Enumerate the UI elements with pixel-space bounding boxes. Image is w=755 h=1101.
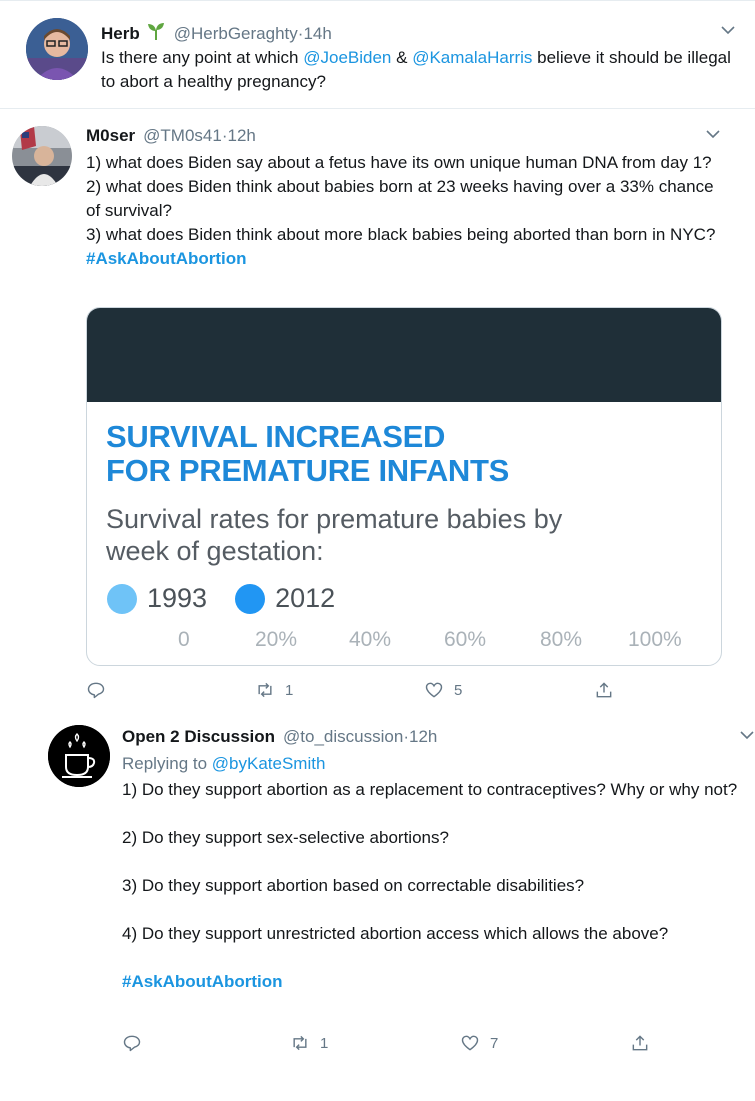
chevron-down-icon[interactable] [705,126,721,147]
like-icon [424,680,444,700]
sprout-icon [146,21,166,46]
reply-icon [122,1033,142,1053]
author-handle[interactable]: @TM0s41 [143,126,222,145]
like-icon [460,1033,480,1053]
retweet-button[interactable] [290,1033,328,1053]
tweet-text-part: Is there any point at which [101,48,304,67]
axis-tick: 100% [628,628,682,651]
chevron-down-icon[interactable] [720,22,736,43]
author-handle[interactable]: @HerbGeraghty [173,23,298,43]
legend-label: 1993 [147,583,208,613]
image-subtitle-line: Survival rates for premature babies by [106,504,563,534]
axis-tick: 80% [540,628,583,651]
retweet-icon [290,1033,310,1053]
replying-prefix: Replying to [122,754,212,773]
retweet-count: 1 [320,1034,329,1052]
axis-tick: 60% [444,628,487,651]
image-title-line: SURVIVAL INCREASED [106,419,446,454]
retweet-count: 1 [285,681,294,699]
timestamp[interactable]: 12h [227,126,256,145]
tweet-text [122,778,755,994]
image-subtitle [106,503,562,567]
like-button[interactable] [424,680,462,700]
tweet-text [86,151,726,271]
image-title-line: FOR PREMATURE INFANTS [106,453,510,488]
separator: · [297,23,304,43]
hashtag-link[interactable]: #AskAboutAbortion [86,249,247,268]
like-button[interactable] [460,1033,498,1053]
mention-link[interactable]: @JoeBiden [303,48,392,67]
mention-link[interactable]: @KamalaHarris [412,48,533,67]
mention-link[interactable]: @byKateSmith [211,754,326,773]
author-handle[interactable]: @to_discussion [283,727,404,746]
like-count: 7 [490,1034,499,1052]
share-icon [594,680,614,700]
image-axis [87,626,721,666]
separator: · [403,727,409,746]
coffee-cup-logo [48,725,110,787]
replying-to [122,754,325,774]
share-button[interactable] [630,1033,650,1053]
chevron-down-icon[interactable] [739,727,755,748]
axis-tick: 0 [178,628,190,651]
retweet-icon [255,680,275,700]
image-legend [107,583,335,614]
tweet-text-part: believe it should be illegal to abort a healthy pregnancy? [101,48,736,91]
axis-tick: 40% [349,628,392,651]
reply-button[interactable] [86,680,116,700]
image-header-band [87,308,721,402]
tweet-text-part: & [391,48,413,67]
legend-label: 2012 [275,583,336,613]
share-icon [630,1033,650,1053]
legend-dot-1993 [107,584,137,614]
hashtag-link[interactable]: #AskAboutAbortion [122,972,283,991]
author-name[interactable]: M0ser [86,126,136,145]
author-name[interactable]: Herb [101,23,140,43]
timestamp[interactable]: 14h [303,23,332,43]
tweet-text-part: 1) what does Biden say about a fetus have its own unique human DNA from day 1? 2) what does Biden think about babies born at 23 weeks having over a 33% chance of survival? 3) what does Biden think about more black babies being aborted than born in NYC? [86,153,716,244]
image-title [106,420,509,488]
herb-avatar[interactable] [26,18,88,80]
separator: · [221,126,228,145]
axis-tick: 20% [255,628,298,651]
legend-dot-2012 [235,584,265,614]
m0ser-avatar[interactable] [12,126,72,186]
tweet-image-card[interactable] [86,307,722,666]
timestamp[interactable]: 12h [408,727,438,746]
retweet-button[interactable] [255,680,293,700]
author-name[interactable]: Open 2 Discussion [122,727,276,746]
reply-icon [86,680,106,700]
open2discussion-avatar[interactable] [48,725,110,787]
image-subtitle-line: week of gestation: [106,536,324,566]
share-button[interactable] [594,680,614,700]
tweet-text [101,46,746,94]
like-count: 5 [454,681,463,699]
reply-button[interactable] [122,1033,152,1053]
tweet-text-part: 1) Do they support abortion as a replacement to contraceptives? Why or why not? 2) Do they support sex-selective abortions? 3) Do they support abortion based on correctable disabilities? 4) Do they support unrestricted abortion access which allows the above? [122,780,738,943]
